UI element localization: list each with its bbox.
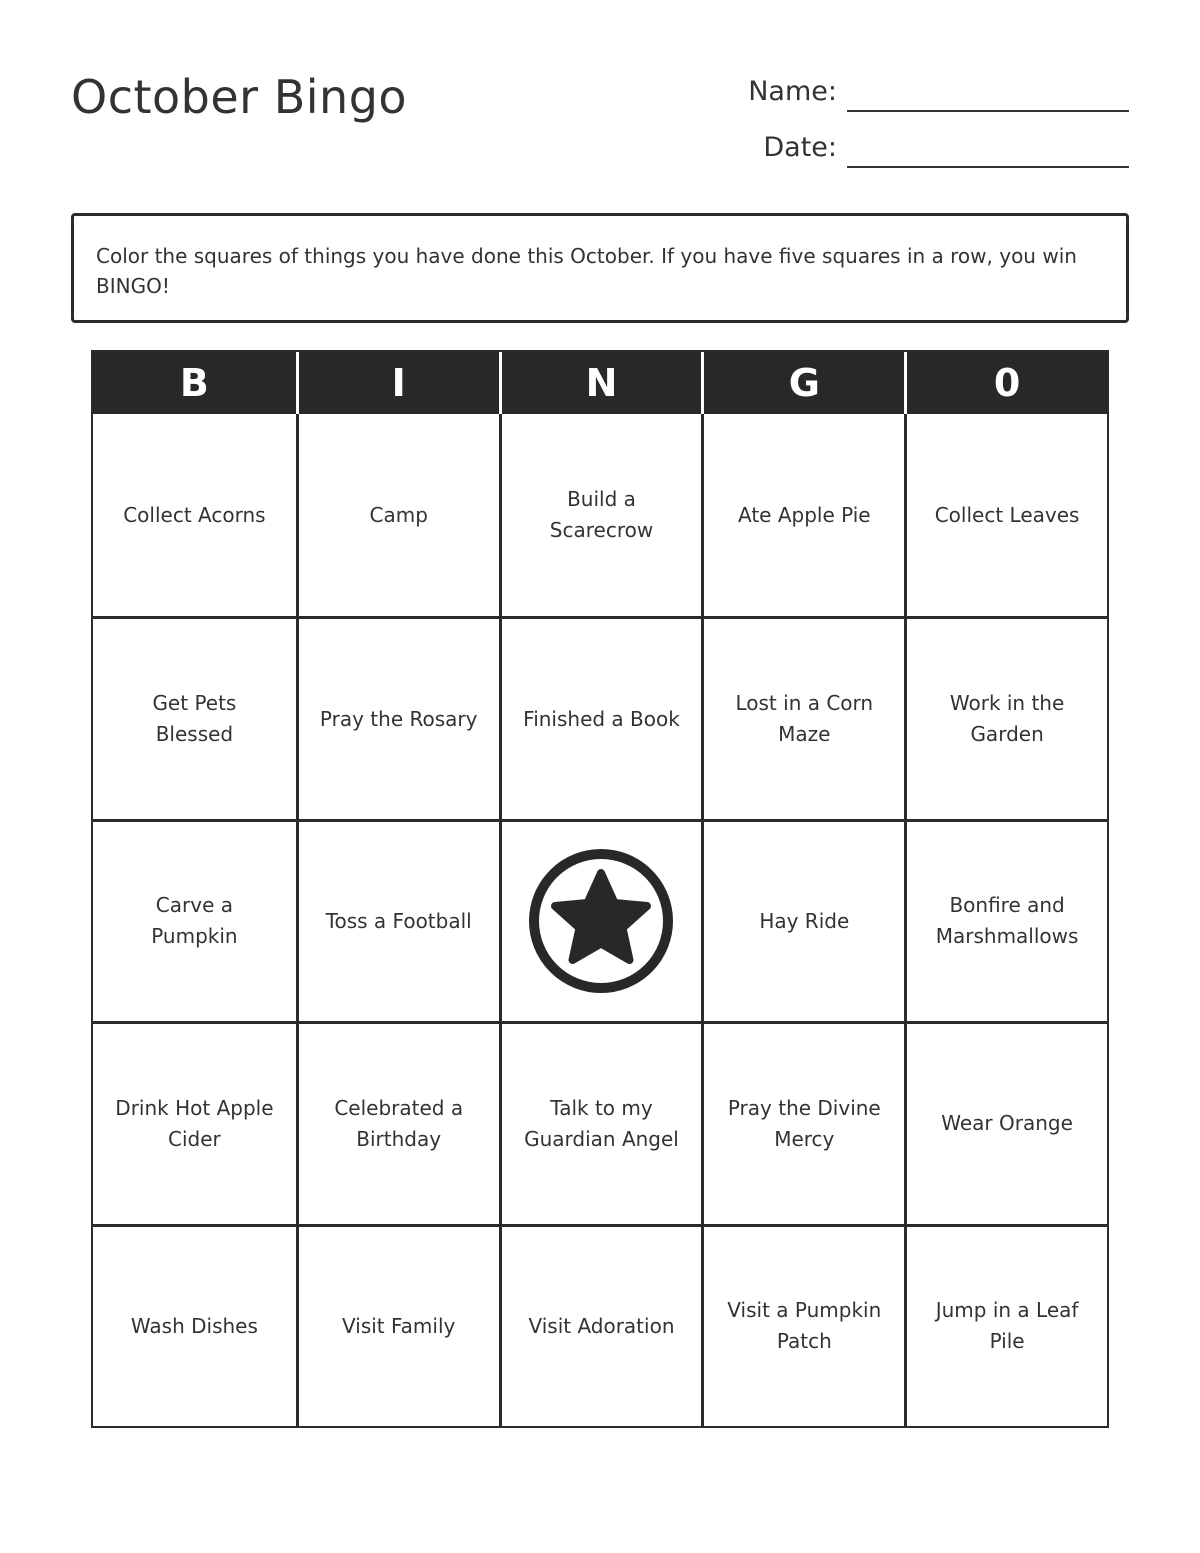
bingo-square[interactable]: Pray the Divine Mercy [701,1021,904,1223]
name-line[interactable] [847,110,1129,112]
bingo-square[interactable]: Work in the Garden [904,616,1107,818]
bingo-square[interactable]: Wash Dishes [93,1224,296,1426]
page-title: October Bingo [71,70,408,124]
bingo-square[interactable]: Jump in a Leaf Pile [904,1224,1107,1426]
bingo-square[interactable]: Build a Scarecrow [499,414,702,616]
header-letter: I [296,352,499,414]
bingo-square[interactable]: Toss a Football [296,819,499,1021]
header-letter: N [499,352,702,414]
date-line[interactable] [847,166,1129,168]
bingo-square[interactable]: Pray the Rosary [296,616,499,818]
bingo-square[interactable]: Lost in a Corn Maze [701,616,904,818]
name-field[interactable] [748,76,1129,108]
date-label: Date: [763,132,837,163]
bingo-square[interactable]: Camp [296,414,499,616]
date-field[interactable] [763,132,1129,164]
bingo-square[interactable]: Hay Ride [701,819,904,1021]
bingo-board [91,350,1109,1428]
bingo-square[interactable]: Visit Family [296,1224,499,1426]
bingo-square[interactable]: Wear Orange [904,1021,1107,1223]
name-label: Name: [748,76,837,107]
bingo-square[interactable]: Collect Acorns [123,502,266,527]
bingo-square[interactable]: Ate Apple Pie [701,414,904,616]
bingo-square[interactable]: Talk to my Guardian Angel [499,1021,702,1223]
bingo-square[interactable]: Carve a Pumpkin [93,819,296,1021]
bingo-square[interactable]: Drink Hot Apple Cider [93,1021,296,1223]
bingo-square[interactable]: Celebrated a Birthday [296,1021,499,1223]
bingo-square[interactable]: Finished a Book [499,616,702,818]
star-in-circle-icon [526,846,676,996]
header-letter: 0 [904,352,1107,414]
instructions-box: Color the squares of things you have done this October. If you have five squares in a row, you win BINGO! [71,213,1129,323]
bingo-square[interactable]: Visit a Pumpkin Patch [701,1224,904,1426]
header-letter: B [93,352,296,414]
bingo-square[interactable]: Get Pets Blessed [93,616,296,818]
bingo-square[interactable]: Bonfire and Marshmallows [904,819,1107,1021]
header-letter: G [701,352,904,414]
bingo-square[interactable]: Collect Leaves [904,414,1107,616]
free-space-square[interactable] [499,819,702,1021]
bingo-square[interactable]: Visit Adoration [499,1224,702,1426]
